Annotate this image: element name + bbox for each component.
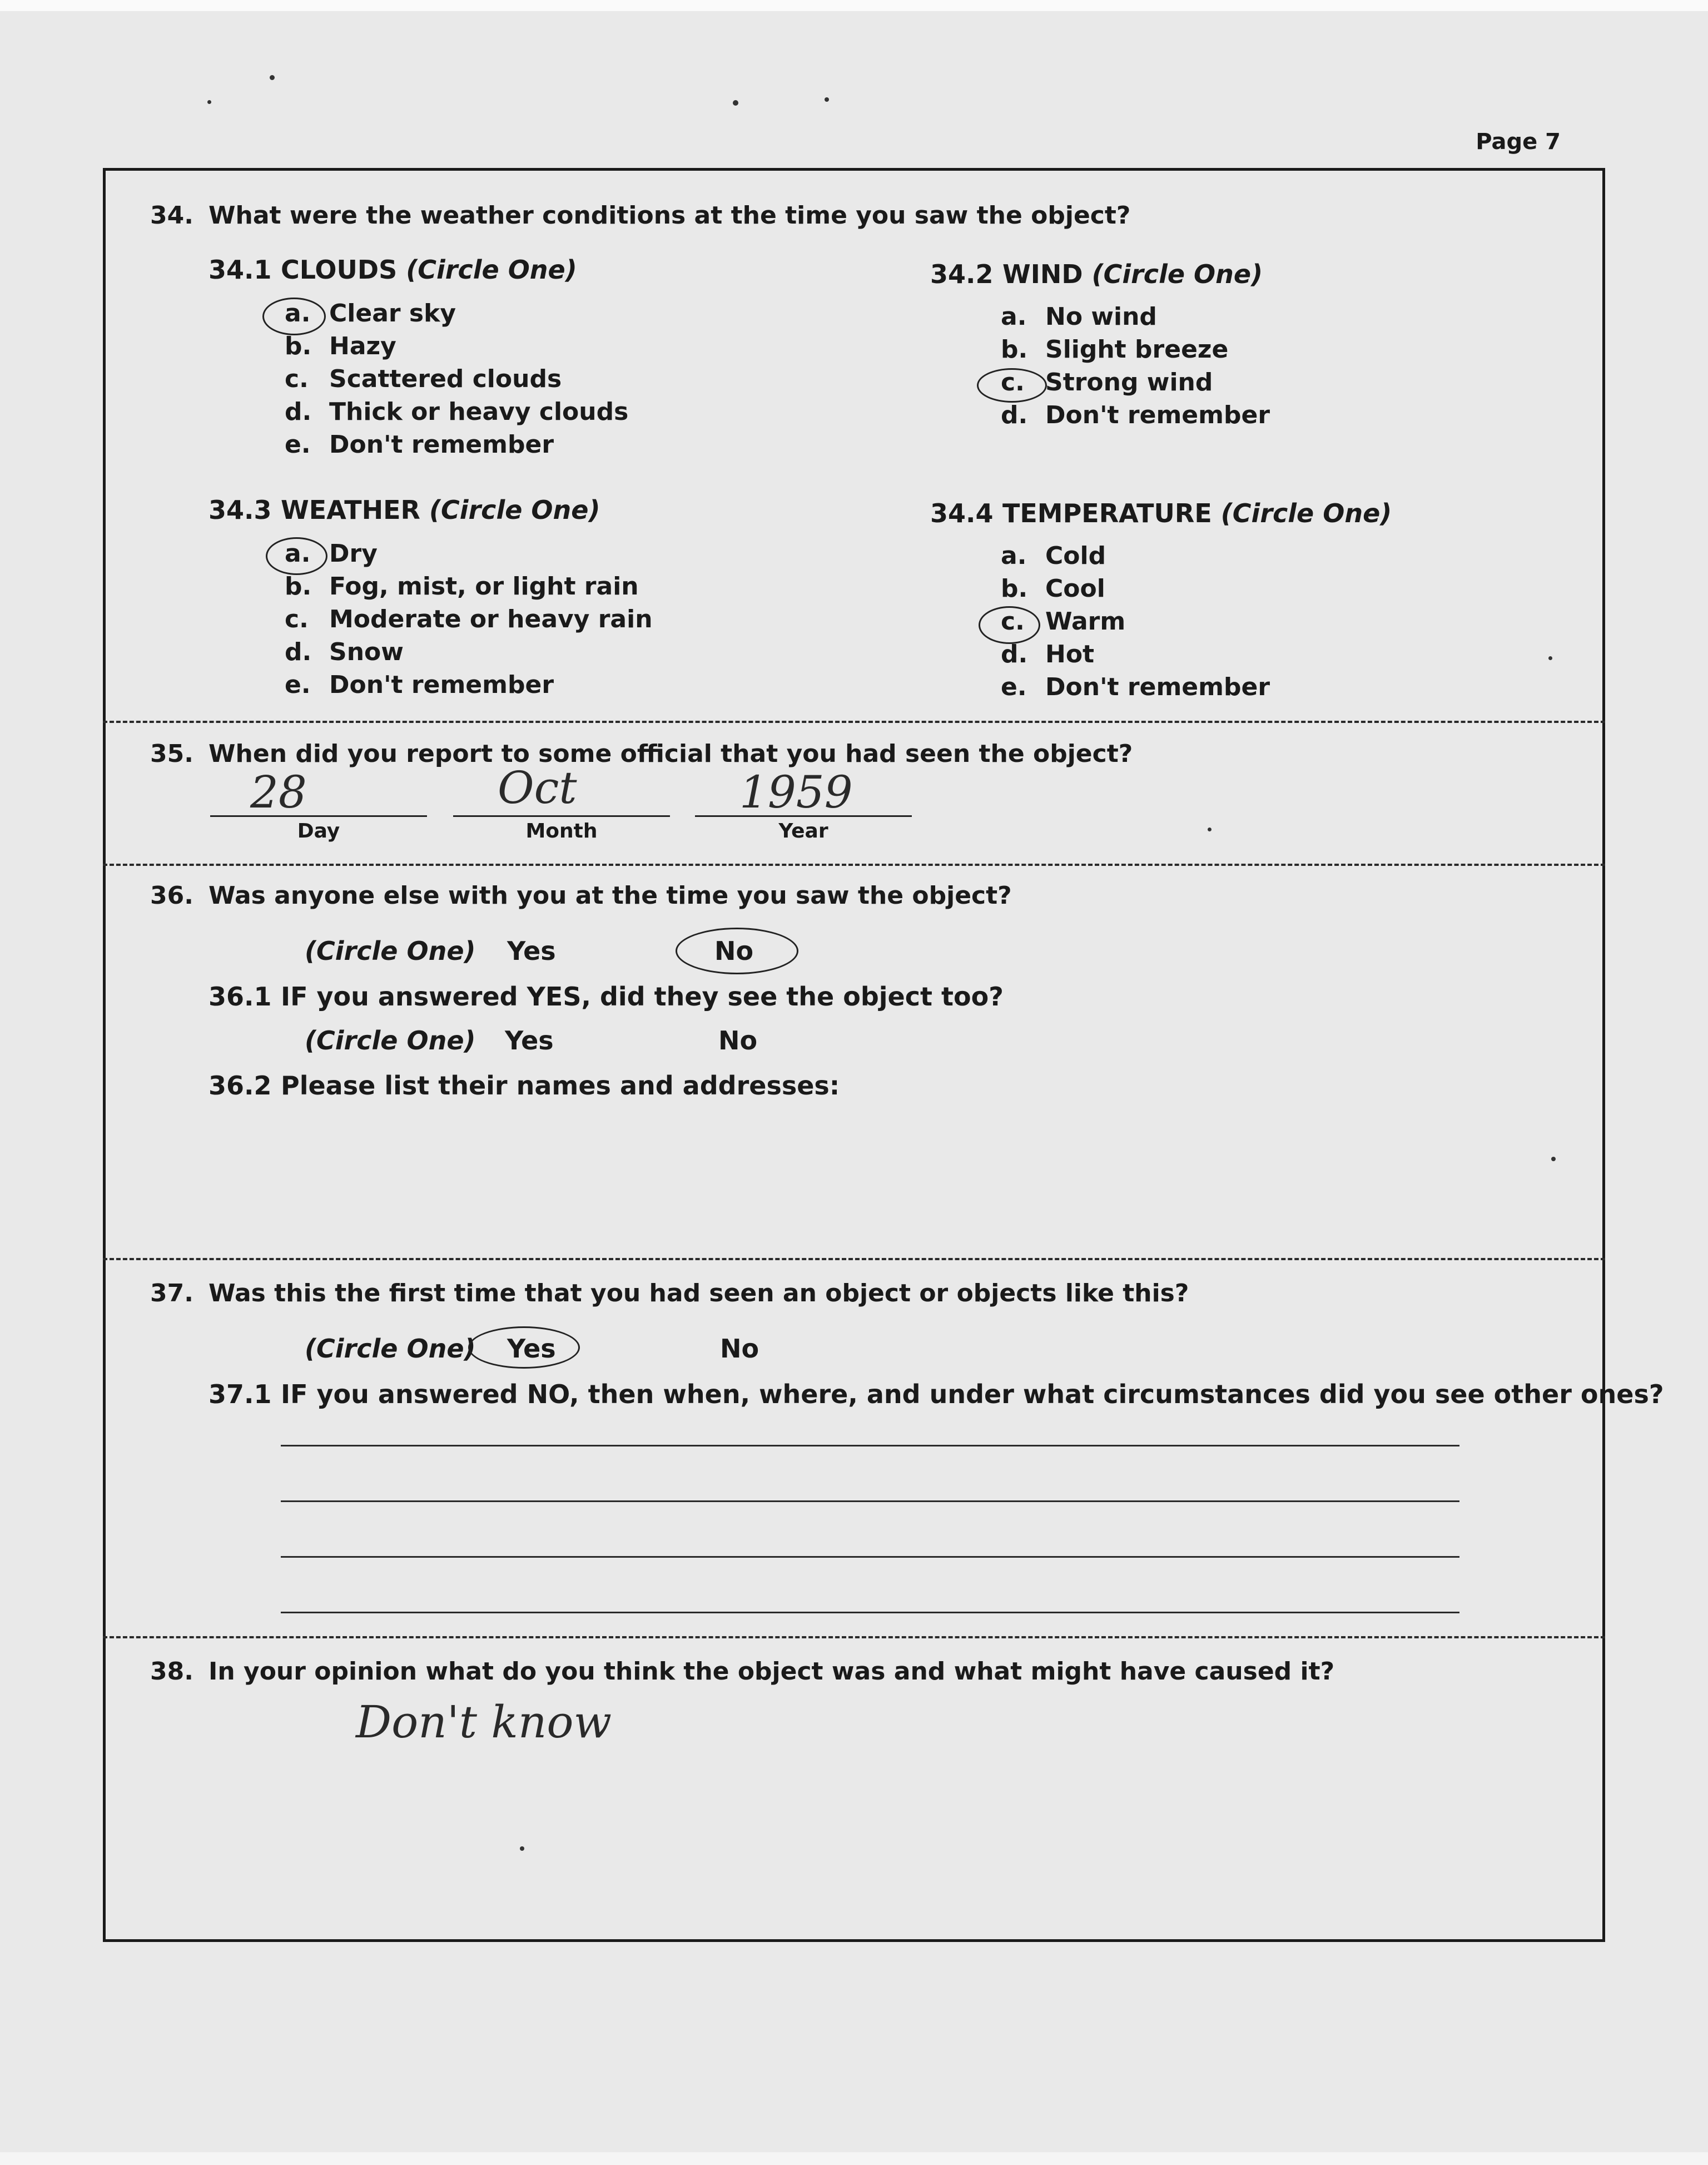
q37-yes-option[interactable]: Yes (507, 1334, 556, 1364)
month-caption: Month (525, 820, 598, 843)
section-number: 36.1 (208, 982, 272, 1012)
option-letter: b. (1001, 574, 1028, 603)
option-letter: c. (1001, 607, 1025, 636)
section-hint: (Circle One) (406, 255, 577, 285)
wind-option-a[interactable] (1001, 303, 1157, 331)
month-blank[interactable] (453, 815, 670, 817)
option-letter: b. (1001, 335, 1028, 364)
option-label: Don't remember (329, 430, 554, 459)
option-letter: a. (285, 299, 311, 328)
answer-line[interactable] (281, 1445, 1459, 1446)
section-title: WEATHER (281, 495, 420, 525)
scan-speck (733, 100, 738, 106)
question-37 (150, 1279, 1189, 1307)
question-text: In your opinion what do you think the object was and what might have caused it? (208, 1657, 1335, 1686)
option-label: Don't remember (329, 671, 554, 699)
option-label: Hot (1045, 640, 1095, 668)
clouds-option-b[interactable] (285, 332, 396, 360)
section-clouds-heading (208, 255, 577, 285)
question-35 (150, 740, 1133, 768)
option-label: Hazy (329, 332, 396, 360)
option-letter: c. (285, 605, 309, 633)
scan-speck (270, 75, 275, 80)
option-letter: e. (1001, 673, 1027, 701)
circle-one-hint: (Circle One) (305, 1334, 476, 1364)
section-number: 34.3 (208, 495, 272, 525)
circle-one-hint: (Circle One) (305, 936, 476, 966)
section-title: CLOUDS (281, 255, 398, 285)
option-letter: a. (1001, 542, 1027, 570)
option-label: Clear sky (329, 299, 456, 328)
selection-circle (468, 1326, 580, 1369)
q37-no-option[interactable]: No (720, 1334, 759, 1364)
day-value: 28 (250, 766, 307, 818)
section-divider (103, 1258, 1605, 1260)
question-number: 34. (150, 201, 193, 230)
question-text: Was anyone else with you at the time you saw the object? (208, 881, 1012, 910)
section-number: 34.2 (930, 259, 994, 289)
option-label: Dry (329, 539, 378, 568)
selection-circle (262, 298, 326, 335)
section-wind-heading (930, 259, 1263, 289)
selection-circle (676, 928, 798, 974)
option-label: Cool (1045, 574, 1105, 603)
question-number: 35. (150, 740, 193, 768)
option-label: Snow (329, 638, 404, 666)
option-letter: d. (1001, 401, 1028, 429)
question-text: What were the weather conditions at the time you saw the object? (208, 201, 1131, 230)
option-label: Scattered clouds (329, 365, 562, 393)
circle-one-hint: (Circle One) (305, 1025, 476, 1056)
option-label: Slight breeze (1045, 335, 1229, 364)
weather-option-e[interactable] (285, 671, 554, 699)
clouds-option-c[interactable] (285, 365, 562, 393)
q36-no-option[interactable]: No (714, 936, 754, 966)
question-number: 38. (150, 1657, 193, 1686)
clouds-option-d[interactable] (285, 398, 628, 426)
section-title: WIND (1002, 259, 1083, 289)
option-label: Strong wind (1045, 368, 1213, 397)
option-letter: b. (285, 572, 312, 601)
option-label: Fog, mist, or light rain (329, 572, 639, 601)
answer-line[interactable] (281, 1556, 1459, 1558)
day-caption: Day (297, 820, 340, 843)
option-letter: d. (285, 398, 312, 426)
selection-circle (977, 368, 1047, 403)
year-blank[interactable] (695, 815, 912, 817)
section-temperature-heading (930, 498, 1392, 528)
section-divider (103, 1636, 1605, 1638)
scan-speck (825, 97, 829, 102)
question-number: 37. (150, 1279, 193, 1307)
scan-top-edge (0, 0, 1708, 11)
section-title: Please list their names and addresses: (281, 1071, 840, 1101)
option-letter: a. (1001, 303, 1027, 331)
section-number: 34.1 (208, 255, 272, 285)
option-letter: c. (285, 365, 309, 393)
month-value: Oct (498, 762, 577, 814)
section-title: TEMPERATURE (1002, 498, 1212, 528)
question-text: When did you report to some official that you had seen the object? (208, 740, 1133, 768)
temperature-option-e[interactable] (1001, 673, 1270, 701)
option-label: Don't remember (1045, 401, 1270, 429)
option-letter: e. (285, 430, 311, 459)
q36-yes-option[interactable]: Yes (507, 936, 556, 966)
question-number: 36. (150, 881, 193, 910)
page-number: Page 7 (1476, 129, 1561, 155)
section-hint: (Circle One) (1220, 498, 1392, 528)
question-36-2 (208, 1071, 840, 1101)
section-number: 34.4 (930, 498, 994, 528)
question-36 (150, 881, 1012, 910)
year-caption: Year (778, 820, 828, 843)
scan-bottom-edge (0, 2152, 1708, 2165)
option-label: Moderate or heavy rain (329, 605, 653, 633)
option-label: Cold (1045, 542, 1106, 570)
option-letter: a. (285, 539, 311, 568)
option-letter: d. (285, 638, 312, 666)
temperature-option-a[interactable] (1001, 542, 1106, 570)
option-label: Warm (1045, 607, 1126, 636)
year-value: 1959 (739, 766, 853, 818)
q36-1-yes-option[interactable]: Yes (505, 1025, 554, 1056)
selection-circle (979, 606, 1040, 644)
option-letter: d. (1001, 640, 1028, 668)
weather-option-c[interactable] (285, 605, 653, 633)
day-blank[interactable] (210, 815, 427, 817)
section-divider (103, 864, 1605, 866)
section-weather-heading (208, 495, 600, 525)
section-number: 37.1 (208, 1379, 272, 1409)
question-37-1 (208, 1379, 1664, 1409)
q38-handwritten-answer: Don't know (356, 1696, 612, 1748)
question-38 (150, 1657, 1334, 1686)
clouds-option-e[interactable] (285, 430, 554, 459)
option-letter: c. (1001, 368, 1025, 397)
question-36-1 (208, 982, 1004, 1012)
question-text: Was this the first time that you had seen an object or objects like this? (208, 1279, 1189, 1307)
temperature-option-b[interactable] (1001, 574, 1105, 603)
section-number: 36.2 (208, 1071, 272, 1101)
answer-line[interactable] (281, 1500, 1459, 1502)
temperature-option-d[interactable] (1001, 640, 1094, 668)
answer-line[interactable] (281, 1612, 1459, 1613)
option-letter: b. (285, 332, 312, 360)
wind-option-d[interactable] (1001, 401, 1270, 429)
weather-option-d[interactable] (285, 638, 404, 666)
section-title: IF you answered YES, did they see the object too? (281, 982, 1004, 1012)
option-label: Thick or heavy clouds (329, 398, 629, 426)
section-title: IF you answered NO, then when, where, and under what circumstances did you see other ones? (281, 1379, 1664, 1409)
scan-speck (207, 100, 211, 104)
weather-option-b[interactable] (285, 572, 639, 601)
selection-circle (266, 537, 327, 575)
question-34 (150, 201, 1130, 230)
q36-1-no-option[interactable]: No (718, 1025, 758, 1056)
option-label: Don't remember (1045, 673, 1270, 701)
wind-option-b[interactable] (1001, 335, 1228, 364)
option-label: No wind (1045, 303, 1157, 331)
section-hint: (Circle One) (1091, 259, 1263, 289)
section-divider (103, 721, 1605, 723)
section-hint: (Circle One) (429, 495, 600, 525)
option-letter: e. (285, 671, 311, 699)
